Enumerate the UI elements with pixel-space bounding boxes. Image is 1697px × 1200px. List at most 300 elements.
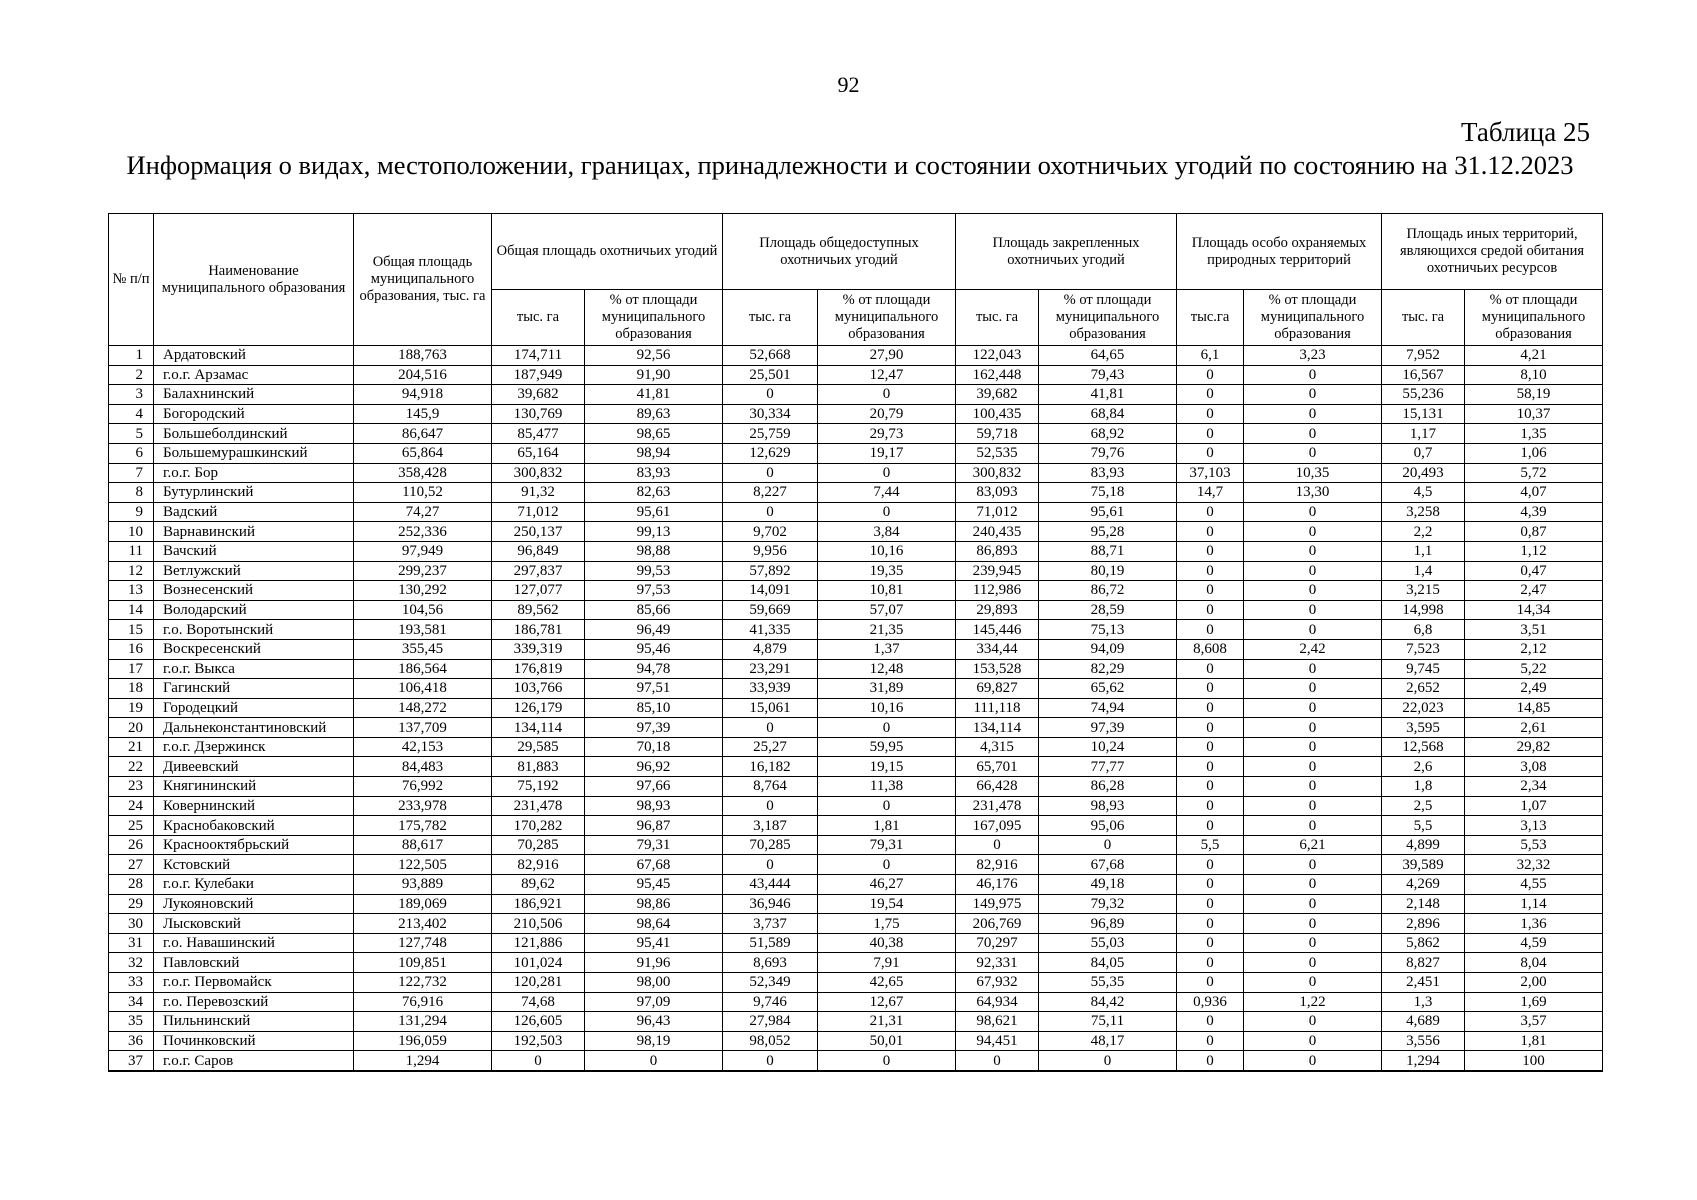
header-assigned: Площадь закрепленных охотничьих угодий	[956, 214, 1177, 290]
cell-public-area: 3,737	[723, 914, 818, 934]
table-row	[109, 737, 1603, 757]
cell-other-pct: 3,51	[1465, 620, 1603, 640]
cell-row-num: 17	[109, 659, 154, 679]
cell-municipality-name: г.о. Воротынский	[154, 620, 354, 640]
cell-municipality-name: Краснобаковский	[154, 816, 354, 836]
cell-other-pct: 3,08	[1465, 757, 1603, 777]
cell-municipality-name: Большеболдинский	[154, 424, 354, 444]
cell-other-pct: 4,07	[1465, 483, 1603, 503]
cell-row-num: 6	[109, 443, 154, 463]
cell-assigned-pct: 55,03	[1039, 933, 1177, 953]
cell-hunting-area: 121,886	[492, 933, 585, 953]
hunting-grounds-table	[108, 213, 1603, 1072]
cell-public-pct: 10,16	[818, 541, 956, 561]
cell-hunting-pct: 92,56	[585, 346, 723, 366]
cell-municipality-name: Богородский	[154, 404, 354, 424]
cell-assigned-pct: 79,43	[1039, 365, 1177, 385]
cell-other-pct: 1,07	[1465, 796, 1603, 816]
cell-hunting-pct: 83,93	[585, 463, 723, 483]
cell-assigned-area: 111,118	[956, 698, 1039, 718]
cell-protected-area: 0	[1177, 737, 1244, 757]
cell-row-num: 8	[109, 483, 154, 503]
cell-hunting-area: 89,562	[492, 600, 585, 620]
cell-other-area: 5,5	[1382, 816, 1465, 836]
cell-public-area: 41,335	[723, 620, 818, 640]
cell-protected-pct: 0	[1244, 875, 1382, 895]
cell-other-pct: 5,53	[1465, 835, 1603, 855]
cell-assigned-area: 29,893	[956, 600, 1039, 620]
cell-other-pct: 1,12	[1465, 541, 1603, 561]
cell-assigned-area: 0	[956, 1051, 1039, 1071]
cell-protected-pct: 3,23	[1244, 346, 1382, 366]
cell-public-area: 51,589	[723, 933, 818, 953]
subheader-area: тыс. га	[1382, 290, 1465, 346]
cell-other-area: 2,652	[1382, 679, 1465, 699]
cell-hunting-pct: 70,18	[585, 737, 723, 757]
cell-row-num: 31	[109, 933, 154, 953]
cell-other-pct: 2,34	[1465, 777, 1603, 797]
cell-hunting-area: 103,766	[492, 679, 585, 699]
cell-assigned-area: 334,44	[956, 639, 1039, 659]
cell-public-pct: 7,44	[818, 483, 956, 503]
cell-other-pct: 1,69	[1465, 992, 1603, 1012]
table-row	[109, 463, 1603, 483]
cell-total-area: 106,418	[354, 679, 492, 699]
cell-total-area: 131,294	[354, 1012, 492, 1032]
cell-hunting-area: 231,478	[492, 796, 585, 816]
cell-row-num: 18	[109, 679, 154, 699]
cell-municipality-name: Кстовский	[154, 855, 354, 875]
cell-assigned-pct: 10,24	[1039, 737, 1177, 757]
cell-assigned-pct: 95,61	[1039, 502, 1177, 522]
cell-row-num: 23	[109, 777, 154, 797]
cell-protected-area: 0,936	[1177, 992, 1244, 1012]
cell-hunting-area: 297,837	[492, 561, 585, 581]
cell-hunting-pct: 98,86	[585, 894, 723, 914]
cell-protected-pct: 0	[1244, 561, 1382, 581]
cell-total-area: 175,782	[354, 816, 492, 836]
cell-public-area: 52,668	[723, 346, 818, 366]
cell-assigned-area: 0	[956, 835, 1039, 855]
table-row	[109, 620, 1603, 640]
cell-total-area: 299,237	[354, 561, 492, 581]
cell-public-area: 23,291	[723, 659, 818, 679]
cell-assigned-area: 231,478	[956, 796, 1039, 816]
cell-hunting-area: 82,916	[492, 855, 585, 875]
cell-other-pct: 8,04	[1465, 953, 1603, 973]
cell-other-area: 55,236	[1382, 385, 1465, 405]
cell-public-area: 0	[723, 463, 818, 483]
cell-assigned-pct: 75,13	[1039, 620, 1177, 640]
cell-protected-pct: 0	[1244, 1031, 1382, 1051]
header-public: Площадь общедоступных охотничьих угодий	[723, 214, 956, 290]
cell-assigned-area: 100,435	[956, 404, 1039, 424]
cell-hunting-area: 126,605	[492, 1012, 585, 1032]
cell-protected-area: 0	[1177, 894, 1244, 914]
cell-total-area: 188,763	[354, 346, 492, 366]
cell-other-area: 4,899	[1382, 835, 1465, 855]
table-row	[109, 541, 1603, 561]
cell-hunting-pct: 99,53	[585, 561, 723, 581]
cell-assigned-area: 167,095	[956, 816, 1039, 836]
cell-other-area: 4,5	[1382, 483, 1465, 503]
cell-public-pct: 19,35	[818, 561, 956, 581]
cell-other-area: 16,567	[1382, 365, 1465, 385]
cell-protected-pct: 0	[1244, 581, 1382, 601]
cell-row-num: 32	[109, 953, 154, 973]
cell-other-pct: 1,14	[1465, 894, 1603, 914]
cell-public-area: 15,061	[723, 698, 818, 718]
cell-row-num: 24	[109, 796, 154, 816]
table-row	[109, 914, 1603, 934]
cell-assigned-pct: 41,81	[1039, 385, 1177, 405]
cell-total-area: 193,581	[354, 620, 492, 640]
cell-assigned-pct: 68,92	[1039, 424, 1177, 444]
cell-assigned-pct: 48,17	[1039, 1031, 1177, 1051]
cell-protected-area: 0	[1177, 1012, 1244, 1032]
cell-other-pct: 14,85	[1465, 698, 1603, 718]
cell-protected-area: 0	[1177, 698, 1244, 718]
cell-protected-area: 0	[1177, 816, 1244, 836]
cell-municipality-name: г.о. Перевозский	[154, 992, 354, 1012]
table-row	[109, 1012, 1603, 1032]
cell-other-pct: 29,82	[1465, 737, 1603, 757]
cell-protected-area: 0	[1177, 502, 1244, 522]
cell-municipality-name: г.о.г. Выкса	[154, 659, 354, 679]
page-number: 92	[837, 72, 860, 97]
cell-other-pct: 8,10	[1465, 365, 1603, 385]
cell-public-area: 25,759	[723, 424, 818, 444]
cell-total-area: 76,992	[354, 777, 492, 797]
cell-total-area: 94,918	[354, 385, 492, 405]
cell-protected-pct: 0	[1244, 502, 1382, 522]
cell-protected-area: 0	[1177, 953, 1244, 973]
cell-hunting-pct: 85,10	[585, 698, 723, 718]
cell-assigned-pct: 65,62	[1039, 679, 1177, 699]
cell-other-area: 3,556	[1382, 1031, 1465, 1051]
cell-assigned-area: 112,986	[956, 581, 1039, 601]
cell-hunting-area: 186,921	[492, 894, 585, 914]
table-row	[109, 777, 1603, 797]
cell-other-area: 0,7	[1382, 443, 1465, 463]
cell-hunting-pct: 98,00	[585, 973, 723, 993]
cell-hunting-pct: 95,61	[585, 502, 723, 522]
cell-protected-area: 0	[1177, 404, 1244, 424]
cell-public-pct: 0	[818, 796, 956, 816]
cell-assigned-area: 59,718	[956, 424, 1039, 444]
cell-other-area: 8,827	[1382, 953, 1465, 973]
cell-municipality-name: г.о.г. Бор	[154, 463, 354, 483]
cell-municipality-name: Бутурлинский	[154, 483, 354, 503]
cell-public-area: 12,629	[723, 443, 818, 463]
cell-hunting-pct: 98,65	[585, 424, 723, 444]
cell-protected-area: 0	[1177, 855, 1244, 875]
cell-protected-pct: 0	[1244, 404, 1382, 424]
cell-protected-area: 37,103	[1177, 463, 1244, 483]
cell-total-area: 65,864	[354, 443, 492, 463]
cell-row-num: 4	[109, 404, 154, 424]
cell-protected-area: 0	[1177, 1051, 1244, 1071]
cell-protected-area: 0	[1177, 973, 1244, 993]
cell-other-pct: 32,32	[1465, 855, 1603, 875]
cell-hunting-pct: 79,31	[585, 835, 723, 855]
cell-hunting-pct: 98,64	[585, 914, 723, 934]
cell-protected-area: 0	[1177, 600, 1244, 620]
cell-other-area: 4,689	[1382, 1012, 1465, 1032]
cell-assigned-area: 145,446	[956, 620, 1039, 640]
cell-public-area: 8,227	[723, 483, 818, 503]
cell-municipality-name: Воскресенский	[154, 639, 354, 659]
cell-other-area: 9,745	[1382, 659, 1465, 679]
cell-public-pct: 19,17	[818, 443, 956, 463]
cell-protected-pct: 0	[1244, 385, 1382, 405]
cell-assigned-area: 149,975	[956, 894, 1039, 914]
cell-assigned-pct: 95,06	[1039, 816, 1177, 836]
cell-public-pct: 21,35	[818, 620, 956, 640]
cell-public-pct: 12,47	[818, 365, 956, 385]
header-other: Площадь иных территорий, являющихся средой обитания охотничьих ресурсов	[1382, 214, 1603, 290]
table-row	[109, 424, 1603, 444]
cell-assigned-area: 70,297	[956, 933, 1039, 953]
cell-protected-area: 0	[1177, 718, 1244, 738]
cell-total-area: 93,889	[354, 875, 492, 895]
cell-public-pct: 42,65	[818, 973, 956, 993]
cell-public-area: 0	[723, 1051, 818, 1071]
cell-total-area: 130,292	[354, 581, 492, 601]
cell-hunting-area: 170,282	[492, 816, 585, 836]
cell-public-pct: 29,73	[818, 424, 956, 444]
cell-hunting-pct: 85,66	[585, 600, 723, 620]
cell-row-num: 22	[109, 757, 154, 777]
cell-other-pct: 5,72	[1465, 463, 1603, 483]
cell-other-pct: 2,49	[1465, 679, 1603, 699]
cell-other-pct: 1,81	[1465, 1031, 1603, 1051]
cell-row-num: 21	[109, 737, 154, 757]
cell-row-num: 3	[109, 385, 154, 405]
cell-protected-pct: 0	[1244, 424, 1382, 444]
cell-municipality-name: Княгининский	[154, 777, 354, 797]
cell-assigned-pct: 84,05	[1039, 953, 1177, 973]
cell-public-pct: 12,48	[818, 659, 956, 679]
cell-assigned-area: 46,176	[956, 875, 1039, 895]
table-row	[109, 365, 1603, 385]
cell-other-pct: 4,55	[1465, 875, 1603, 895]
cell-hunting-pct: 95,46	[585, 639, 723, 659]
cell-hunting-area: 250,137	[492, 522, 585, 542]
cell-hunting-area: 210,506	[492, 914, 585, 934]
cell-hunting-area: 120,281	[492, 973, 585, 993]
cell-hunting-pct: 95,41	[585, 933, 723, 953]
subheader-pct: % от площади муниципального образования	[585, 290, 723, 346]
cell-assigned-pct: 28,59	[1039, 600, 1177, 620]
cell-hunting-area: 39,682	[492, 385, 585, 405]
cell-total-area: 355,45	[354, 639, 492, 659]
cell-other-area: 1,294	[1382, 1051, 1465, 1071]
cell-total-area: 148,272	[354, 698, 492, 718]
cell-other-pct: 4,59	[1465, 933, 1603, 953]
cell-protected-pct: 0	[1244, 698, 1382, 718]
cell-hunting-pct: 0	[585, 1051, 723, 1071]
cell-hunting-area: 85,477	[492, 424, 585, 444]
cell-protected-pct: 0	[1244, 933, 1382, 953]
cell-public-area: 98,052	[723, 1031, 818, 1051]
cell-hunting-area: 91,32	[492, 483, 585, 503]
cell-other-area: 2,6	[1382, 757, 1465, 777]
cell-protected-pct: 0	[1244, 600, 1382, 620]
cell-other-pct: 1,06	[1465, 443, 1603, 463]
cell-municipality-name: Лукояновский	[154, 894, 354, 914]
cell-public-area: 25,501	[723, 365, 818, 385]
cell-hunting-area: 0	[492, 1051, 585, 1071]
cell-assigned-pct: 77,77	[1039, 757, 1177, 777]
table-row	[109, 679, 1603, 699]
cell-municipality-name: г.о.г. Кулебаки	[154, 875, 354, 895]
subheader-pct: % от площади муниципального образования	[1039, 290, 1177, 346]
cell-public-pct: 1,37	[818, 639, 956, 659]
cell-protected-pct: 0	[1244, 894, 1382, 914]
cell-assigned-area: 71,012	[956, 502, 1039, 522]
cell-assigned-area: 66,428	[956, 777, 1039, 797]
cell-hunting-area: 29,585	[492, 737, 585, 757]
cell-hunting-area: 186,781	[492, 620, 585, 640]
cell-public-area: 8,693	[723, 953, 818, 973]
cell-other-pct: 1,36	[1465, 914, 1603, 934]
cell-total-area: 122,505	[354, 855, 492, 875]
cell-public-pct: 0	[818, 385, 956, 405]
cell-municipality-name: г.о.г. Первомайск	[154, 973, 354, 993]
cell-hunting-pct: 95,45	[585, 875, 723, 895]
cell-other-pct: 4,21	[1465, 346, 1603, 366]
table-row	[109, 933, 1603, 953]
subheader-pct: % от площади муниципального образования	[818, 290, 956, 346]
cell-protected-area: 0	[1177, 679, 1244, 699]
cell-public-pct: 40,38	[818, 933, 956, 953]
cell-public-area: 0	[723, 796, 818, 816]
cell-protected-pct: 13,30	[1244, 483, 1382, 503]
cell-municipality-name: Гагинский	[154, 679, 354, 699]
table-row	[109, 698, 1603, 718]
cell-public-area: 9,702	[723, 522, 818, 542]
cell-other-area: 15,131	[1382, 404, 1465, 424]
cell-assigned-pct: 95,28	[1039, 522, 1177, 542]
cell-other-pct: 0,47	[1465, 561, 1603, 581]
cell-hunting-pct: 91,90	[585, 365, 723, 385]
cell-other-pct: 1,35	[1465, 424, 1603, 444]
table-row	[109, 1031, 1603, 1051]
cell-hunting-area: 192,503	[492, 1031, 585, 1051]
cell-public-pct: 10,16	[818, 698, 956, 718]
cell-other-pct: 10,37	[1465, 404, 1603, 424]
cell-hunting-pct: 96,43	[585, 1012, 723, 1032]
cell-public-pct: 19,15	[818, 757, 956, 777]
cell-municipality-name: Варнавинский	[154, 522, 354, 542]
cell-other-pct: 100	[1465, 1051, 1603, 1071]
cell-assigned-pct: 79,32	[1039, 894, 1177, 914]
cell-public-area: 0	[723, 385, 818, 405]
cell-total-area: 186,564	[354, 659, 492, 679]
cell-hunting-area: 74,68	[492, 992, 585, 1012]
cell-hunting-pct: 41,81	[585, 385, 723, 405]
cell-public-area: 59,669	[723, 600, 818, 620]
cell-municipality-name: Вачский	[154, 541, 354, 561]
cell-assigned-pct: 80,19	[1039, 561, 1177, 581]
cell-hunting-pct: 94,78	[585, 659, 723, 679]
cell-hunting-area: 65,164	[492, 443, 585, 463]
cell-row-num: 2	[109, 365, 154, 385]
cell-assigned-pct: 84,42	[1039, 992, 1177, 1012]
cell-public-area: 8,764	[723, 777, 818, 797]
cell-total-area: 233,978	[354, 796, 492, 816]
table-row	[109, 973, 1603, 993]
table-row	[109, 502, 1603, 522]
cell-assigned-pct: 94,09	[1039, 639, 1177, 659]
cell-hunting-area: 174,711	[492, 346, 585, 366]
cell-row-num: 26	[109, 835, 154, 855]
cell-protected-pct: 0	[1244, 718, 1382, 738]
cell-protected-area: 0	[1177, 385, 1244, 405]
cell-public-pct: 19,54	[818, 894, 956, 914]
table-row	[109, 346, 1603, 366]
cell-other-area: 1,1	[1382, 541, 1465, 561]
cell-protected-area: 0	[1177, 875, 1244, 895]
cell-protected-area: 0	[1177, 659, 1244, 679]
cell-total-area: 86,647	[354, 424, 492, 444]
cell-protected-pct: 0	[1244, 816, 1382, 836]
cell-assigned-pct: 86,72	[1039, 581, 1177, 601]
cell-hunting-pct: 98,88	[585, 541, 723, 561]
cell-assigned-area: 64,934	[956, 992, 1039, 1012]
cell-protected-pct: 1,22	[1244, 992, 1382, 1012]
cell-public-pct: 46,27	[818, 875, 956, 895]
cell-public-area: 14,091	[723, 581, 818, 601]
cell-row-num: 19	[109, 698, 154, 718]
cell-row-num: 33	[109, 973, 154, 993]
cell-assigned-pct: 0	[1039, 835, 1177, 855]
cell-public-pct: 57,07	[818, 600, 956, 620]
cell-total-area: 137,709	[354, 718, 492, 738]
cell-total-area: 252,336	[354, 522, 492, 542]
cell-total-area: 74,27	[354, 502, 492, 522]
cell-other-area: 3,595	[1382, 718, 1465, 738]
cell-assigned-pct: 68,84	[1039, 404, 1177, 424]
cell-protected-pct: 0	[1244, 620, 1382, 640]
cell-hunting-pct: 89,63	[585, 404, 723, 424]
cell-assigned-area: 82,916	[956, 855, 1039, 875]
table-row	[109, 855, 1603, 875]
cell-public-area: 0	[723, 855, 818, 875]
cell-hunting-pct: 97,09	[585, 992, 723, 1012]
subheader-pct: % от площади муниципального образования	[1244, 290, 1382, 346]
cell-hunting-area: 300,832	[492, 463, 585, 483]
cell-public-pct: 7,91	[818, 953, 956, 973]
cell-municipality-name: Володарский	[154, 600, 354, 620]
cell-other-pct: 2,12	[1465, 639, 1603, 659]
cell-public-area: 36,946	[723, 894, 818, 914]
cell-hunting-pct: 99,13	[585, 522, 723, 542]
cell-other-area: 6,8	[1382, 620, 1465, 640]
cell-hunting-area: 89,62	[492, 875, 585, 895]
table-row	[109, 835, 1603, 855]
cell-public-area: 43,444	[723, 875, 818, 895]
cell-hunting-pct: 98,19	[585, 1031, 723, 1051]
cell-hunting-area: 339,319	[492, 639, 585, 659]
cell-assigned-area: 69,827	[956, 679, 1039, 699]
table-row	[109, 953, 1603, 973]
cell-row-num: 20	[109, 718, 154, 738]
cell-assigned-pct: 74,94	[1039, 698, 1177, 718]
cell-assigned-pct: 75,18	[1039, 483, 1177, 503]
cell-other-area: 2,148	[1382, 894, 1465, 914]
